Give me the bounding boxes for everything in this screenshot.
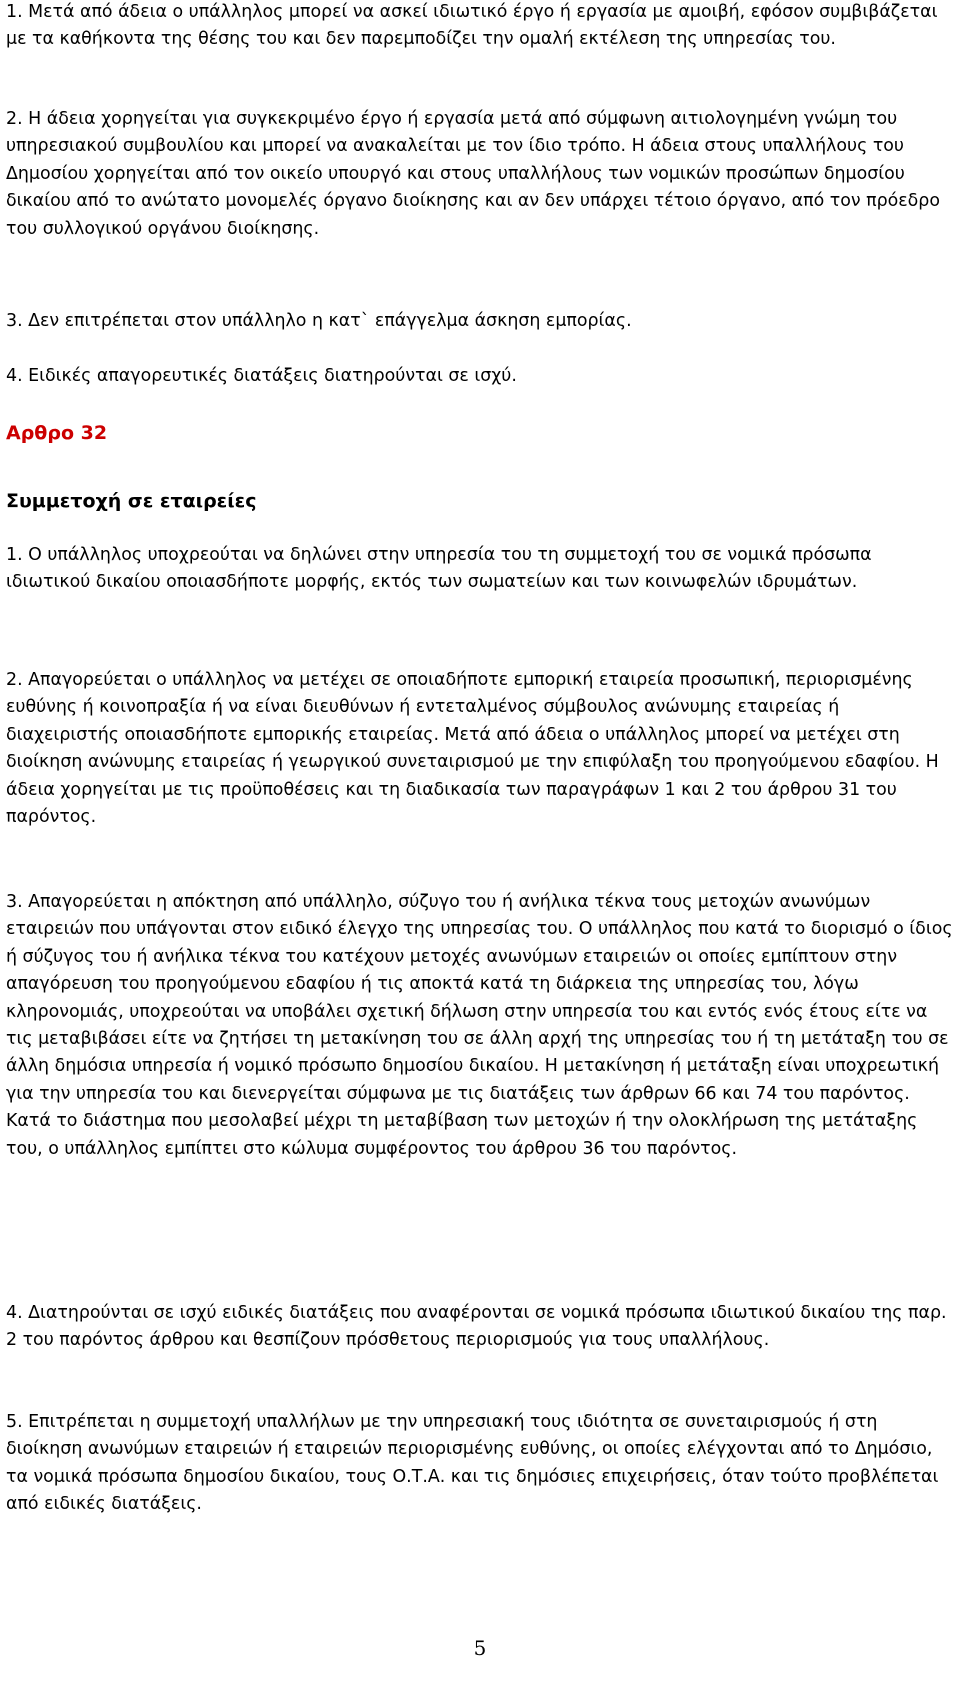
article-paragraph-2: 2. Απαγορεύεται ο υπάλληλος να μετέχει σε οποιαδήποτε εμπορική εταιρεία προσωπική, περιορισμένης ευθύνης ή κοινοπραξία ή να είναι διευθύνων ή εντεταλμένος σύμβουλος ανώνυμης εταιρείας ή διαχειριστής οποιασδήποτε εμπορικής εταιρείας. Μετά από άδεια ο υπάλληλος μπορεί να μετέχει στη διοίκηση ανώνυμης εταιρείας ή γεωργικού συνεταιρισμού με την επιφύλαξη του προηγούμενου εδαφίου. Η άδεια χορηγείται με τις προϋποθέσεις και τη διαδικασία των παραγράφων 1 και 2 του άρθρου 31 του παρόντος. (6, 670, 939, 828)
paragraph-1: 1. Μετά από άδεια ο υπάλληλος μπορεί να ασκεί ιδιωτικό έργο ή εργασία με αμοιβή, εφόσον συμβιβάζεται με τα καθήκοντα της θέσης του και δεν παρεμποδίζει την ομαλή εκτέλεση της υπηρεσίας του. (6, 2, 938, 50)
page-number: 5 (473, 1636, 487, 1660)
article-paragraph-3: 3. Απαγορεύεται η απόκτηση από υπάλληλο, σύζυγο του ή ανήλικα τέκνα τους μετοχών ανωνύμων εταιρειών που υπάγονται στον ειδικό έλεγχο της υπηρεσίας του. Ο υπάλληλος που κατά το διορισμό ο ίδιος ή σύζυγος του ή ανήλικα τέκνα του κατέχουν μετοχές ανωνύμων εταιρειών οι οποίες εμπίπτουν στην απαγόρευση του προηγούμενου εδαφίου ή τις αποκτά κατά τη διάρκεια της υπηρεσίας του, λόγω κληρονομιάς, υποχρεούται να υποβάλει σχετική δήλωση στην υπηρεσία του και εντός ενός έτους είτε να τις μεταβιβάσει είτε να ζητήσει τη μετακίνηση του σε άλλη αρχή της υπηρεσίας του ή τη μετάταξη του σε άλλη δημόσια υπηρεσία ή νομικό πρόσωπο δημοσίου δικαίου. Η μετακίνηση ή μετάταξη είναι υποχρεωτική για την υπηρεσία του και διενεργείται σύμφωνα με τις διατάξεις των άρθρων 66 και 74 του παρόντος. Κατά το διάστημα που μεσολαβεί μέχρι τη μεταβίβαση των μετοχών ή την ολοκλήρωση της μετάταξης του, ο υπάλληλος εμπίπτει στο κώλυμα συμφέροντος του άρθρου 36 του παρόντος. (6, 892, 953, 1159)
article-paragraph-1: 1. Ο υπάλληλος υποχρεούται να δηλώνει στην υπηρεσία του τη συμμετοχή του σε νομικά πρόσωπα ιδιωτικού δικαίου οποιασδήποτε μορφής, εκτός των σωματείων και των κοινωφελών ιδρυμάτων. (6, 545, 872, 593)
article-heading: Αρθρο 32 (6, 422, 108, 444)
article-title: Συμμετοχή σε εταιρείες (6, 490, 257, 512)
article-paragraph-5: 5. Επιτρέπεται η συμμετοχή υπαλλήλων με την υπηρεσιακή τους ιδιότητα σε συνεταιρισμούς ή στη διοίκηση ανωνύμων εταιρειών ή εταιρειών περιορισμένης ευθύνης, οι οποίες ελέγχονται από το Δημόσιο, τα νομικά πρόσωπα δημοσίου δικαίου, τους Ο.Τ.Α. και τις δημόσιες επιχειρήσεις, όταν τούτο προβλέπεται από ειδικές διατάξεις. (6, 1412, 939, 1515)
paragraph-3: 3. Δεν επιτρέπεται στον υπάλληλο η κατ` επάγγελμα άσκηση εμπορίας. (6, 311, 632, 331)
article-paragraph-4: 4. Διατηρούνται σε ισχύ ειδικές διατάξεις που αναφέρονται σε νομικά πρόσωπα ιδιωτικού δικαίου της παρ. 2 του παρόντος άρθρου και θεσπίζουν πρόσθετους περιορισμούς για τους υπαλλήλους. (6, 1303, 947, 1351)
paragraph-4: 4. Ειδικές απαγορευτικές διατάξεις διατηρούνται σε ισχύ. (6, 366, 517, 386)
paragraph-2: 2. Η άδεια χορηγείται για συγκεκριμένο έργο ή εργασία μετά από σύμφωνη αιτιολογημένη γνώμη του υπηρεσιακού συμβουλίου και μπορεί να ανακαλείται με τον ίδιο τρόπο. Η άδεια στους υπαλλήλους του Δημοσίου χορηγείται από τον οικείο υπουργό και στους υπαλλήλους των νομικών προσώπων δημοσίου δικαίου από το ανώτατο μονομελές όργανο διοίκησης και αν δεν υπάρχει τέτοιο όργανο, από τον πρόεδρο του συλλογικού οργάνου διοίκησης. (6, 109, 940, 239)
